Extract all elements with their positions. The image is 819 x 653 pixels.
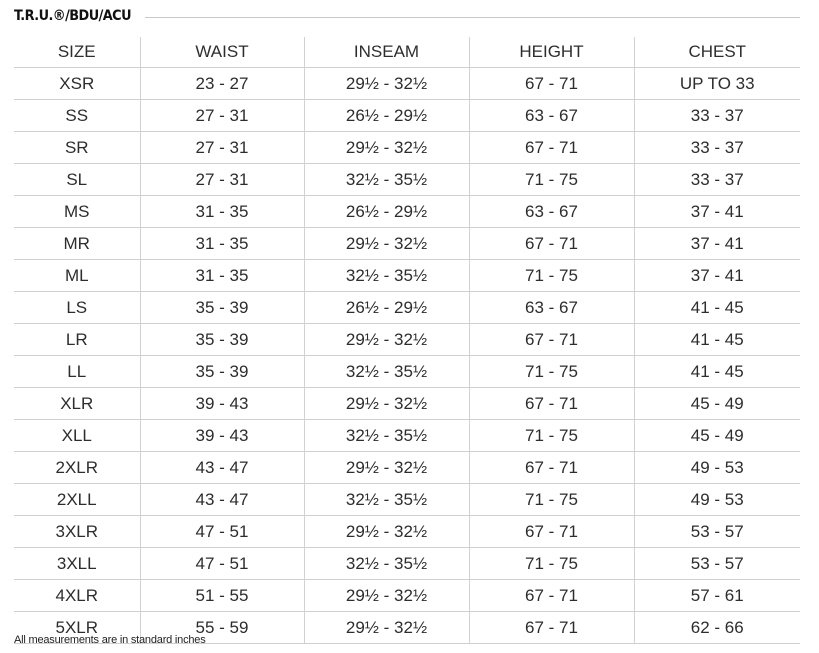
cell-height: 67 - 71 [469,68,634,100]
cell-chest: 62 - 66 [634,612,800,644]
cell-inseam: 26½ - 29½ [304,292,469,324]
cell-size: 3XLL [14,548,140,580]
cell-inseam: 32½ - 35½ [304,548,469,580]
cell-inseam: 29½ - 32½ [304,580,469,612]
cell-chest: 49 - 53 [634,484,800,516]
cell-height: 67 - 71 [469,612,634,644]
cell-height: 63 - 67 [469,100,634,132]
column-header-waist: WAIST [140,37,304,68]
column-header-height: HEIGHT [469,37,634,68]
cell-chest: 37 - 41 [634,260,800,292]
cell-size: LR [14,324,140,356]
column-header-chest: CHEST [634,37,800,68]
cell-waist: 23 - 27 [140,68,304,100]
table-row [14,68,800,100]
cell-inseam: 29½ - 32½ [304,612,469,644]
cell-chest: 49 - 53 [634,452,800,484]
cell-chest: 45 - 49 [634,388,800,420]
cell-inseam: 29½ - 32½ [304,516,469,548]
cell-size: 2XLL [14,484,140,516]
cell-chest: 45 - 49 [634,420,800,452]
table-row [14,388,800,420]
cell-inseam: 29½ - 32½ [304,228,469,260]
cell-height: 63 - 67 [469,292,634,324]
cell-height: 63 - 67 [469,196,634,228]
table-row [14,196,800,228]
cell-size: 5XLR [14,612,140,644]
cell-waist: 27 - 31 [140,100,304,132]
cell-waist: 35 - 39 [140,324,304,356]
table-row [14,164,800,196]
cell-size: SR [14,132,140,164]
cell-height: 67 - 71 [469,132,634,164]
cell-chest: 53 - 57 [634,516,800,548]
cell-chest: UP TO 33 [634,68,800,100]
cell-waist: 31 - 35 [140,228,304,260]
cell-waist: 47 - 51 [140,516,304,548]
cell-inseam: 32½ - 35½ [304,484,469,516]
cell-chest: 41 - 45 [634,324,800,356]
cell-waist: 35 - 39 [140,292,304,324]
cell-size: XSR [14,68,140,100]
cell-inseam: 26½ - 29½ [304,100,469,132]
cell-height: 71 - 75 [469,164,634,196]
cell-waist: 55 - 59 [140,612,304,644]
cell-chest: 41 - 45 [634,356,800,388]
table-row [14,356,800,388]
cell-chest: 37 - 41 [634,228,800,260]
cell-waist: 31 - 35 [140,260,304,292]
table-row [14,260,800,292]
cell-inseam: 26½ - 29½ [304,196,469,228]
cell-inseam: 32½ - 35½ [304,420,469,452]
cell-waist: 43 - 47 [140,452,304,484]
cell-inseam: 32½ - 35½ [304,260,469,292]
cell-chest: 33 - 37 [634,164,800,196]
table-row [14,292,800,324]
title-divider [145,17,800,18]
cell-chest: 33 - 37 [634,132,800,164]
cell-height: 71 - 75 [469,356,634,388]
cell-chest: 33 - 37 [634,100,800,132]
cell-size: 4XLR [14,580,140,612]
cell-chest: 41 - 45 [634,292,800,324]
table-row [14,100,800,132]
cell-height: 67 - 71 [469,580,634,612]
cell-size: MS [14,196,140,228]
cell-waist: 51 - 55 [140,580,304,612]
cell-chest: 57 - 61 [634,580,800,612]
footnote: All measurements are in standard inches [14,634,206,646]
cell-inseam: 32½ - 35½ [304,356,469,388]
cell-size: ML [14,260,140,292]
cell-waist: 39 - 43 [140,420,304,452]
column-header-size: SIZE [14,37,140,68]
table-row [14,548,800,580]
cell-size: MR [14,228,140,260]
cell-size: XLL [14,420,140,452]
cell-inseam: 29½ - 32½ [304,324,469,356]
header-row [14,37,800,68]
column-header-inseam: INSEAM [304,37,469,68]
table-row [14,516,800,548]
table-body [14,68,800,644]
cell-height: 71 - 75 [469,484,634,516]
cell-height: 71 - 75 [469,420,634,452]
cell-waist: 47 - 51 [140,548,304,580]
cell-height: 67 - 71 [469,228,634,260]
cell-inseam: 29½ - 32½ [304,132,469,164]
size-chart-table [14,37,800,644]
cell-waist: 35 - 39 [140,356,304,388]
table-row [14,580,800,612]
cell-size: XLR [14,388,140,420]
cell-height: 67 - 71 [469,324,634,356]
cell-waist: 39 - 43 [140,388,304,420]
cell-size: LS [14,292,140,324]
cell-inseam: 29½ - 32½ [304,452,469,484]
cell-height: 67 - 71 [469,516,634,548]
cell-height: 67 - 71 [469,388,634,420]
cell-chest: 37 - 41 [634,196,800,228]
cell-waist: 31 - 35 [140,196,304,228]
cell-height: 71 - 75 [469,260,634,292]
cell-waist: 43 - 47 [140,484,304,516]
cell-size: SL [14,164,140,196]
cell-chest: 53 - 57 [634,548,800,580]
table-row [14,228,800,260]
cell-height: 71 - 75 [469,548,634,580]
table-row [14,420,800,452]
table-row [14,484,800,516]
cell-height: 67 - 71 [469,452,634,484]
cell-size: LL [14,356,140,388]
cell-size: 2XLR [14,452,140,484]
table-row [14,324,800,356]
table-row [14,132,800,164]
cell-inseam: 32½ - 35½ [304,164,469,196]
chart-title: T.R.U.®/BDU/ACU [14,8,131,24]
cell-size: SS [14,100,140,132]
cell-inseam: 29½ - 32½ [304,68,469,100]
chart-title-row [14,6,800,26]
table-row [14,452,800,484]
cell-waist: 27 - 31 [140,164,304,196]
cell-inseam: 29½ - 32½ [304,388,469,420]
cell-size: 3XLR [14,516,140,548]
cell-waist: 27 - 31 [140,132,304,164]
